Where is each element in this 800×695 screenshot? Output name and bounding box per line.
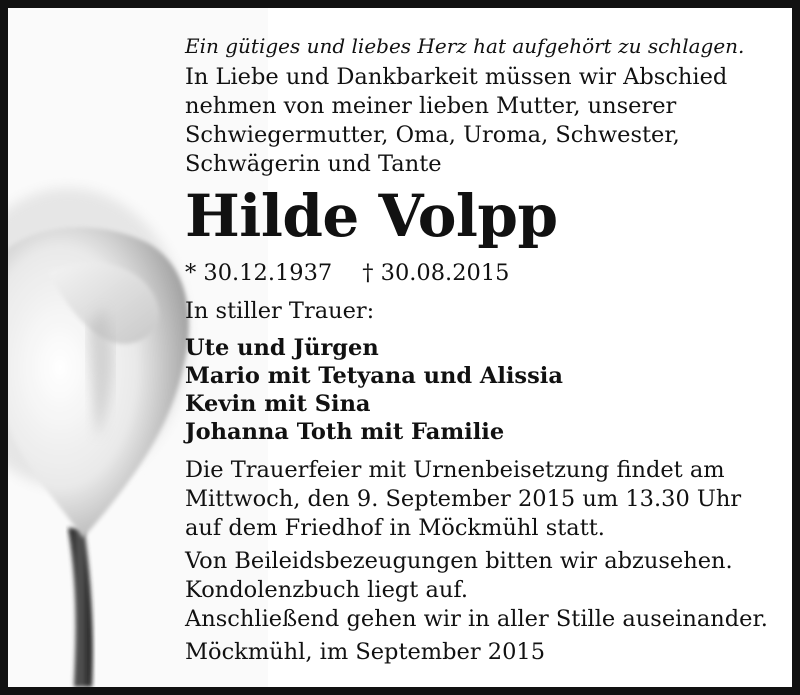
note-line: Kondolenzbuch liegt auf. xyxy=(185,577,469,603)
mourner-name: Mario mit Tetyana und Alissia xyxy=(185,363,563,389)
closing-line: Möckmühl, im September 2015 xyxy=(185,639,546,665)
ceremony-paragraph xyxy=(185,456,795,543)
mourner-name: Johanna Toth mit Familie xyxy=(185,419,505,445)
intro-line: Schwägerin und Tante xyxy=(185,151,442,177)
note-paragraph xyxy=(185,547,795,634)
motto: Ein gütiges und liebes Herz hat aufgehört zu schlagen. xyxy=(185,34,745,58)
intro-line: In Liebe und Dankbarkeit müssen wir Abschied xyxy=(185,64,728,90)
ceremony-line: Die Trauerfeier mit Urnenbeisetzung findet am xyxy=(185,457,725,483)
death-date: † 30.08.2015 xyxy=(362,260,510,286)
intro-paragraph xyxy=(185,63,795,179)
mourner-name: Ute und Jürgen xyxy=(185,335,379,361)
ceremony-line: Mittwoch, den 9. September 2015 um 13.30 Uhr xyxy=(185,486,742,512)
life-dates xyxy=(185,259,795,288)
intro-line: Schwiegermutter, Oma, Uroma, Schwester, xyxy=(185,122,680,148)
intro-line: nehmen von meiner lieben Mutter, unserer xyxy=(185,93,677,119)
birth-date: * 30.12.1937 xyxy=(185,260,333,286)
mourners-list xyxy=(185,334,795,446)
ceremony-line: auf dem Friedhof in Möckmühl statt. xyxy=(185,515,605,541)
mourning-label: In stiller Trauer: xyxy=(185,298,375,324)
note-line: Von Beileidsbezeugungen bitten wir abzusehen. xyxy=(185,548,733,574)
deceased-name: Hilde Volpp xyxy=(185,182,558,250)
note-line: Anschließend gehen wir in aller Stille auseinander. xyxy=(185,606,768,632)
mourner-name: Kevin mit Sina xyxy=(185,391,371,417)
obituary-text xyxy=(185,32,795,667)
